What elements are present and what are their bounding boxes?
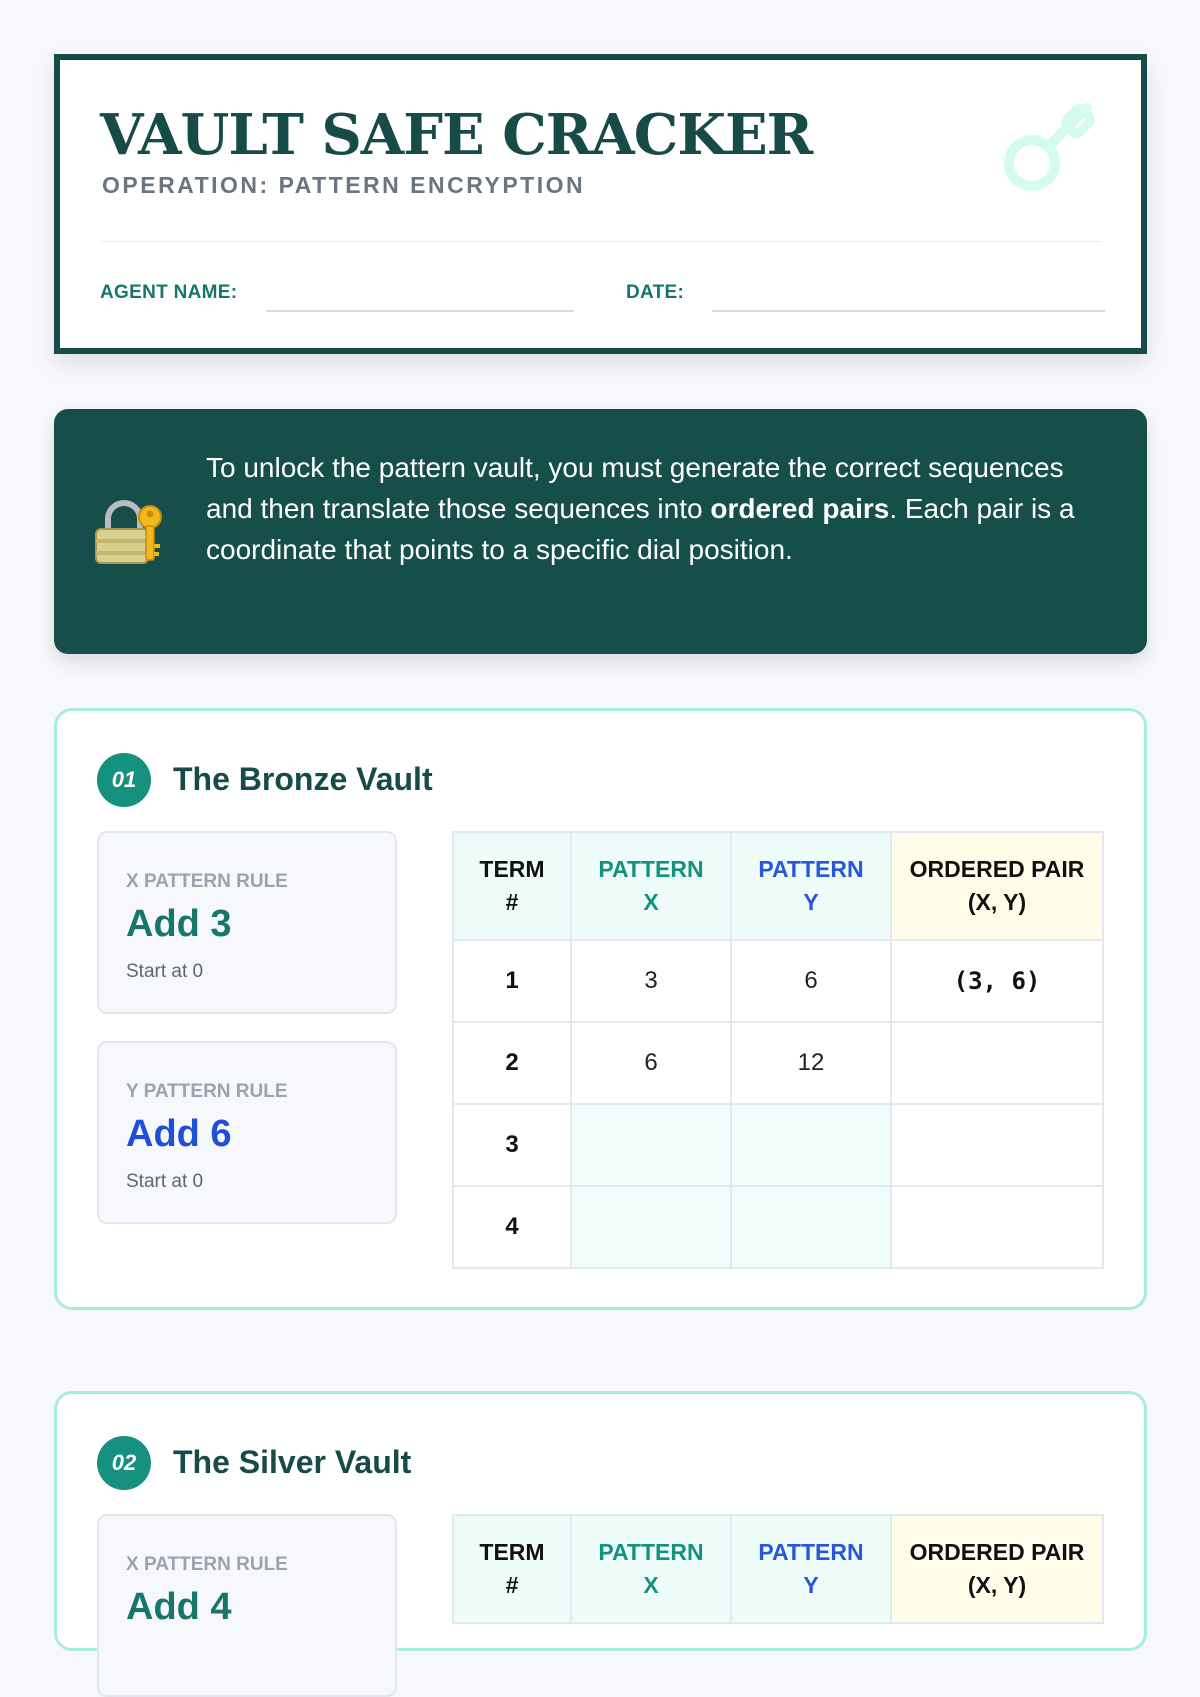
y-rule-value: Add 6 — [126, 1113, 232, 1155]
x-rule-card — [97, 831, 397, 1014]
y-rule-label: Y PATTERN RULE — [126, 1081, 288, 1102]
y-cell: 6 — [731, 940, 891, 1022]
intro-bold-term: ordered pairs — [710, 493, 890, 524]
x-rule-label: X PATTERN RULE — [126, 871, 288, 892]
table-row — [453, 1104, 1103, 1186]
table-row — [453, 1186, 1103, 1268]
y-rule-start: Start at 0 — [126, 1171, 204, 1192]
vault-table — [452, 1514, 1104, 1624]
y-cell: 12 — [731, 1022, 891, 1104]
header-card — [54, 54, 1147, 354]
vault-card-silver — [54, 1391, 1147, 1651]
x-rule-start: Start at 0 — [126, 961, 204, 982]
header-divider — [100, 241, 1101, 242]
y-rule-card — [97, 1041, 397, 1224]
header-pattern-x: PATTERN X — [571, 832, 731, 940]
x-rule-value: Add 3 — [126, 903, 232, 945]
x-cell-blank[interactable] — [571, 1104, 731, 1186]
term-cell: 1 — [453, 940, 571, 1022]
date-label: DATE: — [626, 282, 685, 303]
date-field[interactable] — [712, 310, 1105, 312]
table-header-row — [453, 1515, 1103, 1623]
table-row — [453, 940, 1103, 1022]
x-rule-value: Add 4 — [126, 1586, 232, 1628]
vault-title: The Silver Vault — [173, 1444, 412, 1480]
vault-number-badge: 01 — [97, 753, 151, 807]
x-cell: 3 — [571, 940, 731, 1022]
x-rule-label: X PATTERN RULE — [126, 1554, 288, 1575]
header-term: TERM # — [453, 1515, 571, 1623]
vault-number-badge: 02 — [97, 1436, 151, 1490]
y-cell-blank[interactable] — [731, 1186, 891, 1268]
vault-table — [452, 831, 1104, 1269]
term-cell: 3 — [453, 1104, 571, 1186]
intro-banner — [54, 409, 1147, 654]
page-title: VAULT SAFE CRACKER — [100, 102, 813, 168]
vault-title: The Bronze Vault — [173, 761, 433, 797]
x-cell: 6 — [571, 1022, 731, 1104]
header-pattern-y: PATTERN Y — [731, 1515, 891, 1623]
pair-cell-blank[interactable] — [891, 1022, 1103, 1104]
header-pattern-x: PATTERN X — [571, 1515, 731, 1623]
key-icon — [999, 88, 1109, 198]
header-ordered-pair: ORDERED PAIR (X, Y) — [891, 1515, 1103, 1623]
agent-name-label: AGENT NAME: — [100, 282, 238, 303]
header-term: TERM # — [453, 832, 571, 940]
table-header-row — [453, 832, 1103, 940]
y-cell-blank[interactable] — [731, 1104, 891, 1186]
page-subtitle: OPERATION: PATTERN ENCRYPTION — [102, 172, 586, 198]
x-rule-card — [97, 1514, 397, 1697]
table-row — [453, 1022, 1103, 1104]
x-cell-blank[interactable] — [571, 1186, 731, 1268]
term-cell: 2 — [453, 1022, 571, 1104]
pair-cell-blank[interactable] — [891, 1186, 1103, 1268]
term-cell: 4 — [453, 1186, 571, 1268]
pair-cell-blank[interactable] — [891, 1104, 1103, 1186]
vault-card-bronze — [54, 708, 1147, 1310]
header-ordered-pair: ORDERED PAIR (X, Y) — [891, 832, 1103, 940]
lock-icon — [94, 497, 166, 567]
pair-cell: (3, 6) — [891, 940, 1103, 1022]
agent-name-field[interactable] — [266, 310, 574, 312]
header-pattern-y: PATTERN Y — [731, 832, 891, 940]
intro-text: To unlock the pattern vault, you must generate the correct sequences and then translate those sequences into ordered pairs. Each pair is a coordinate that points to a specific dial position. — [206, 452, 1075, 565]
